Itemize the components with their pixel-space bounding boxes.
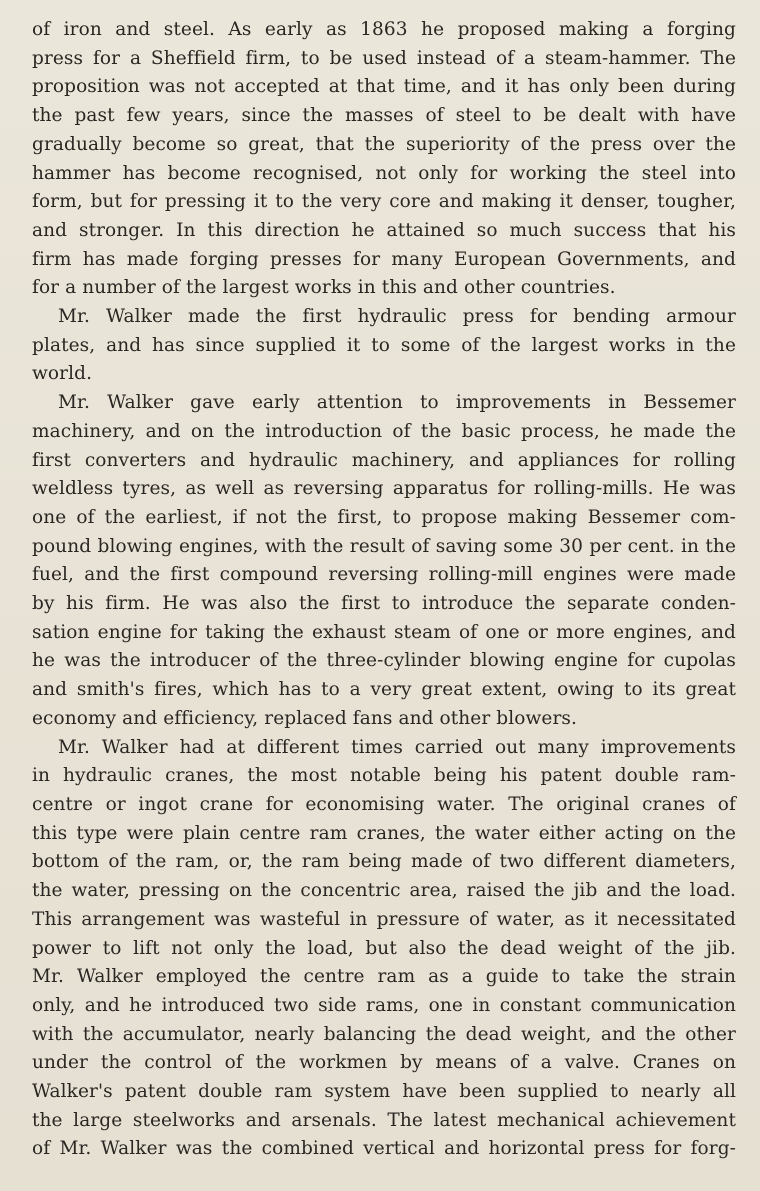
- text-line: in hydraulic cranes, the most notable being his patent double ram-: [32, 765, 736, 787]
- text-line: press for a Sheffield firm, to be used instead of a steam-hammer. The: [32, 47, 736, 69]
- text-line: of Mr. Walker was the combined vertical and horizontal press for forg-: [32, 1138, 736, 1160]
- text-line: Mr. Walker employed the centre ram as a guide to take the strain: [32, 966, 736, 988]
- text-line: economy and efficiency, replaced fans and other blowers.: [32, 707, 577, 729]
- text-line: with the accumulator, nearly balancing the dead weight, and the other: [32, 1023, 736, 1045]
- text-line: hammer has become recognised, not only for working the steel into: [32, 162, 736, 184]
- text-line: power to lift not only the load, but also the dead weight of the jib.: [32, 937, 736, 959]
- text-line: of iron and steel. As early as 1863 he proposed making a forging: [32, 19, 736, 40]
- text-line: he was the introducer of the three-cylinder blowing engine for cupolas: [32, 650, 736, 672]
- text-line: by his firm. He was also the first to introduce the separate conden-: [32, 593, 736, 615]
- text-line: the water, pressing on the concentric area, raised the jib and the load.: [32, 880, 736, 902]
- paragraph-iron-and-steel: [32, 16, 736, 303]
- text-line: weldless tyres, as well as reversing apparatus for rolling-mills. He was: [32, 478, 736, 500]
- text-line: plates, and has since supplied it to some of the largest works in the: [32, 334, 736, 356]
- text-line: this type were plain centre ram cranes, the water either acting on the: [32, 822, 736, 844]
- paragraph-hydraulic-cranes: [32, 734, 736, 1165]
- text-line: Mr. Walker gave early attention to improvements in Bessemer: [58, 392, 736, 414]
- text-line: and stronger. In this direction he attained so much success that his: [32, 219, 736, 241]
- text-line: firm has made forging presses for many European Governments, and: [32, 248, 736, 270]
- text-line: sation engine for taking the exhaust steam of one or more engines, and: [32, 621, 736, 643]
- text-line: fuel, and the first compound reversing rolling-mill engines were made: [32, 564, 736, 586]
- text-line: This arrangement was wasteful in pressure of water, as it necessitated: [32, 908, 736, 930]
- text-line: Mr. Walker had at different times carried out many improvements: [58, 736, 736, 758]
- text-line: machinery, and on the introduction of the basic process, he made the: [32, 420, 736, 442]
- text-line: form, but for pressing it to the very core and making it denser, tougher,: [32, 191, 736, 213]
- text-line: first converters and hydraulic machinery, and appliances for rolling: [32, 449, 736, 471]
- text-line: pound blowing engines, with the result of saving some 30 per cent. in the: [32, 535, 736, 557]
- text-line: one of the earliest, if not the first, to propose making Bessemer com-: [32, 506, 736, 528]
- text-line: under the control of the workmen by means of a valve. Cranes on: [32, 1052, 736, 1074]
- text-line: for a number of the largest works in this and other countries.: [32, 277, 616, 299]
- text-line: world.: [32, 363, 93, 385]
- text-line: the large steelworks and arsenals. The latest mechanical achievement: [32, 1109, 736, 1131]
- text-line: Mr. Walker made the first hydraulic press for bending armour: [58, 306, 736, 328]
- text-line: proposition was not accepted at that time, and it has only been during: [32, 76, 736, 98]
- paragraph-bessemer-machinery: [32, 389, 736, 733]
- text-line: only, and he introduced two side rams, one in constant communication: [32, 994, 736, 1016]
- text-line: and smith's fires, which has to a very great extent, owing to its great: [32, 679, 736, 701]
- text-line: centre or ingot crane for economising water. The original cranes of: [32, 793, 736, 815]
- text-line: bottom of the ram, or, the ram being made of two different diameters,: [32, 851, 736, 873]
- text-line: Walker's patent double ram system have been supplied to nearly all: [32, 1081, 736, 1103]
- text-line: gradually become so great, that the superiority of the press over the: [32, 133, 736, 155]
- paragraph-armour-plates: [32, 303, 736, 389]
- text-line: the past few years, since the masses of steel to be dealt with have: [32, 105, 736, 127]
